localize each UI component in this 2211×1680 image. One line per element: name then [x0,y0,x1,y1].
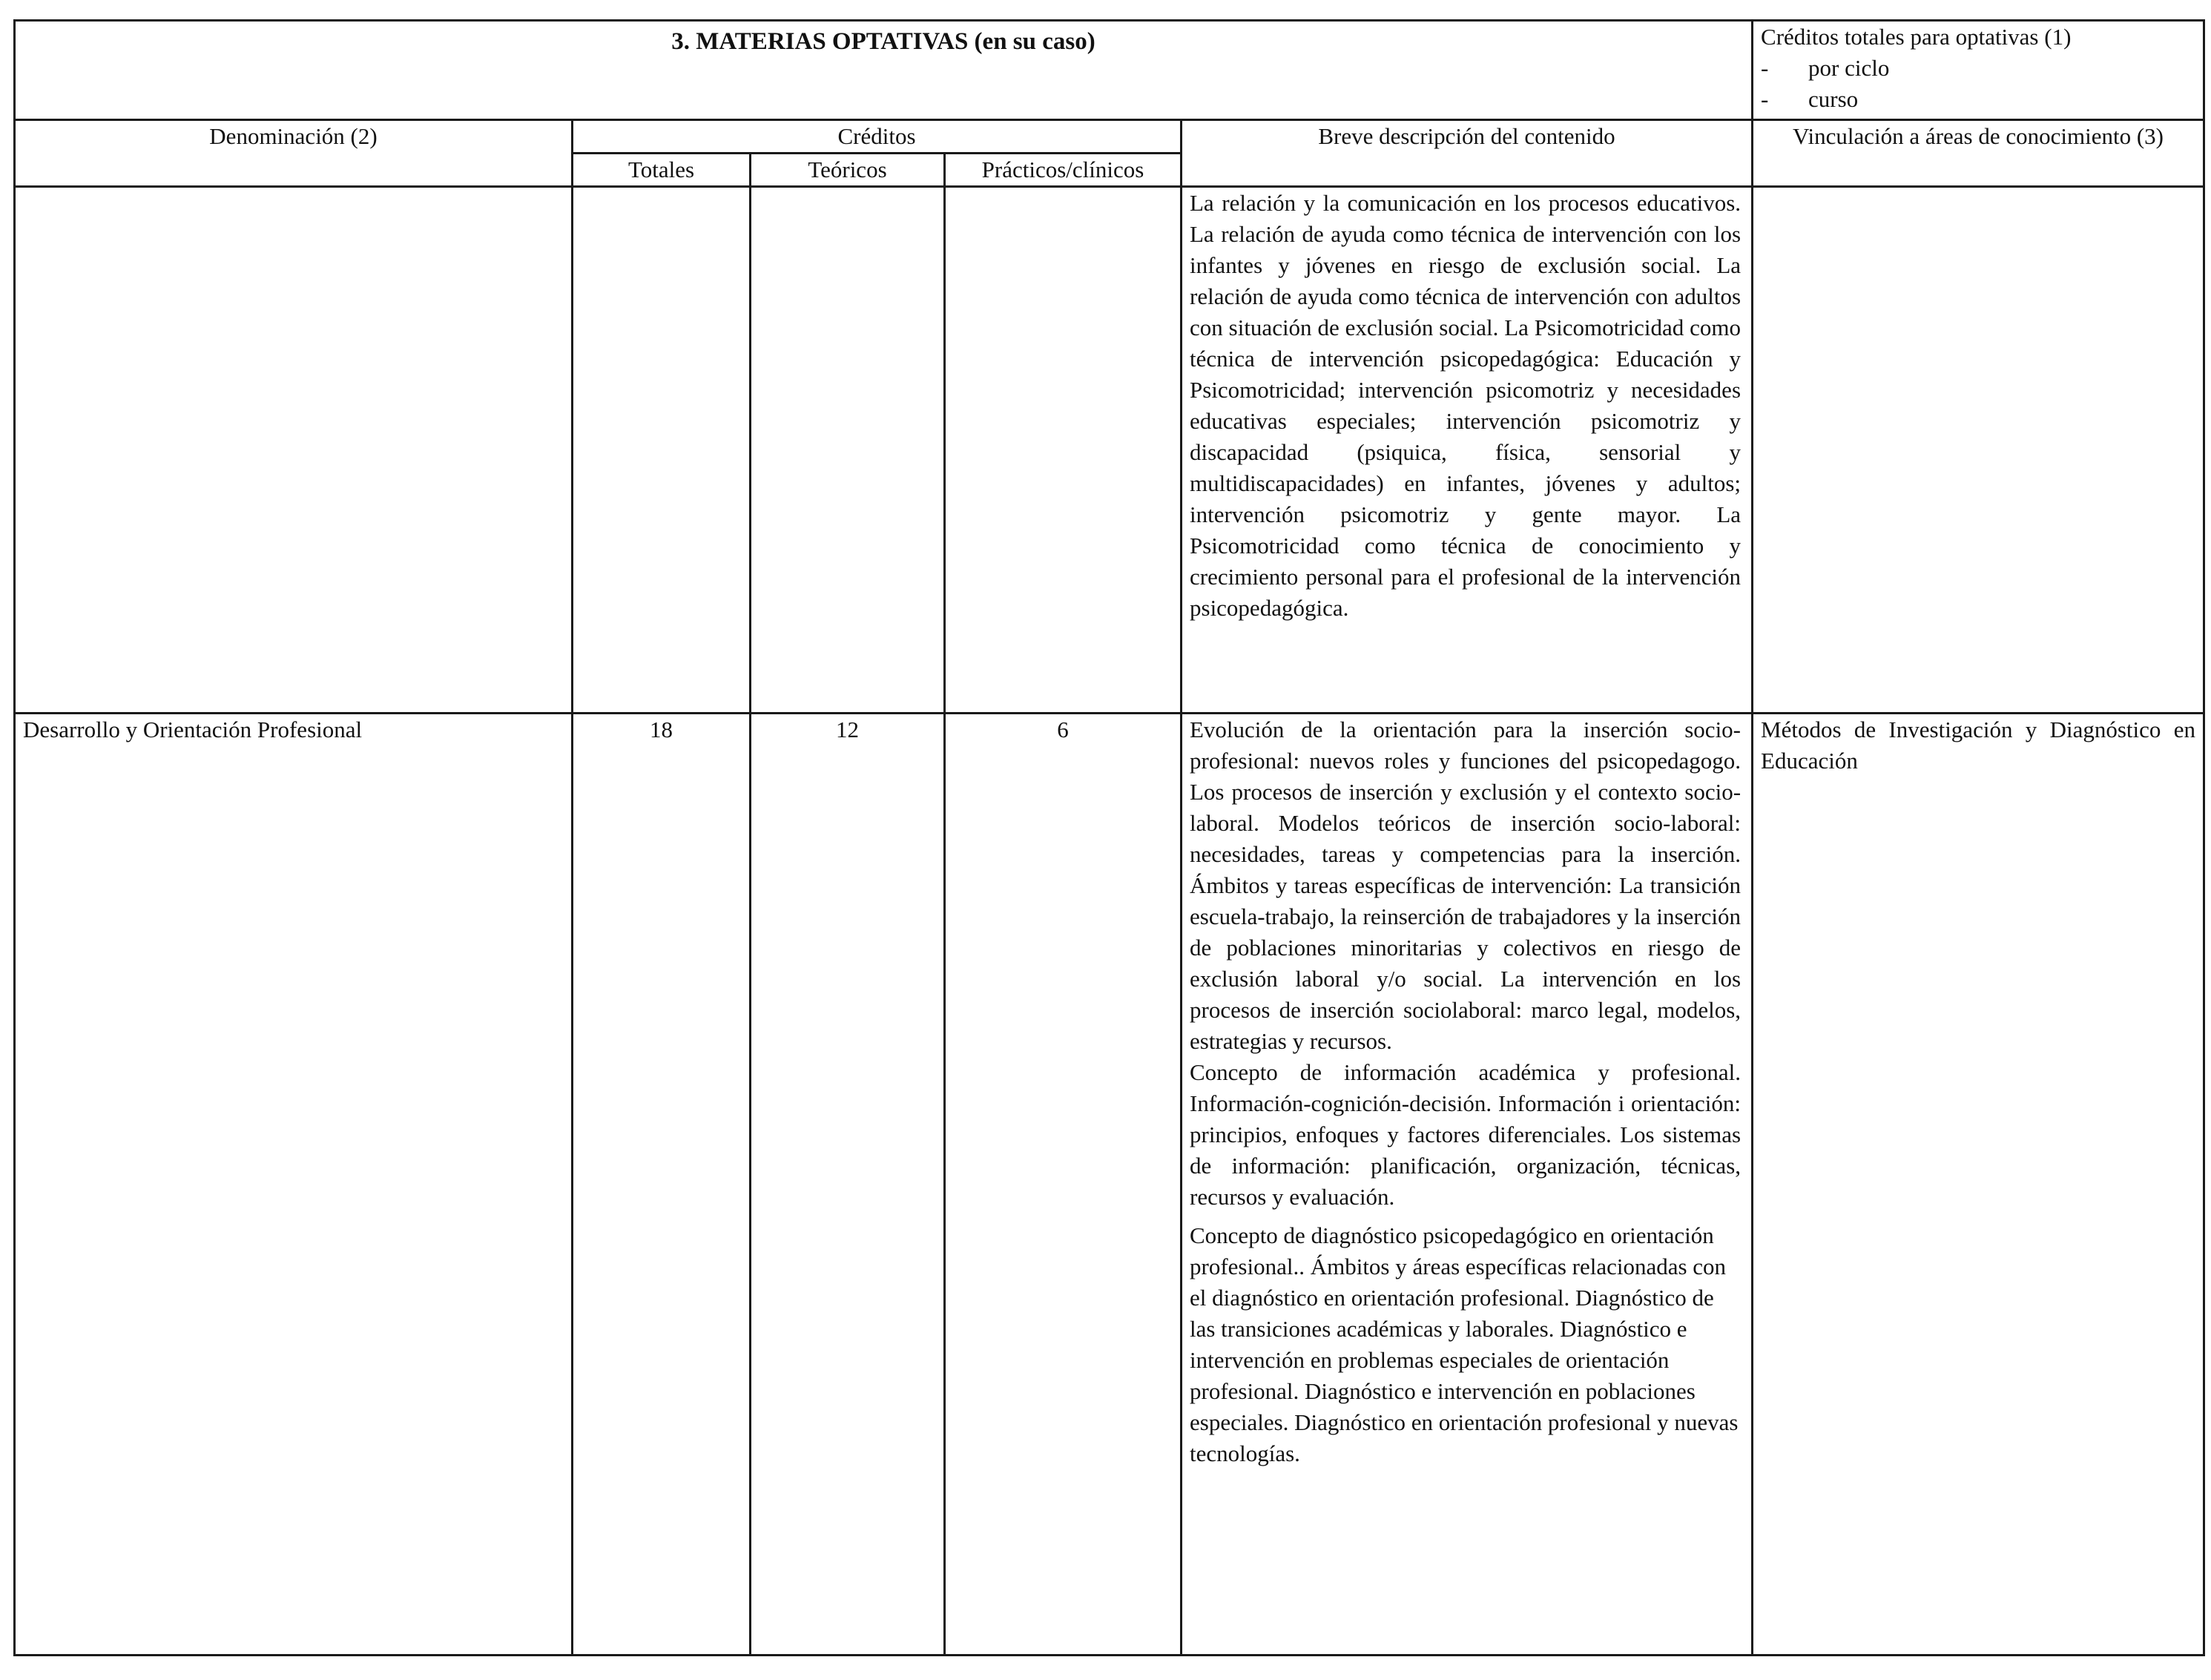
materia-name [15,187,573,714]
credits-practicos [945,187,1182,714]
credits-totales [573,187,751,714]
title-row [15,21,2204,120]
description-paragraph: La relación y la comunicación en los procesos educativos. La relación de ayuda como técnica de intervención con los infantes y jóvenes en riesgo de exclusión social. La relación de ayuda como técnica de intervención con adultos con situación de exclusión social. La Psicomotricidad como técnica de intervención psicopedagógica: Educación y Psicomotricidad; intervención psicomotriz y necesidades educativas especiales; intervención psicomotriz y discapacidad (psiquica, física, sensorial y multidiscapacidades) en infantes, jóvenes y adultos; intervención psicomotriz y gente mayor. La Psicomotricidad como técnica de conocimiento y crecimiento personal para el profesional de la intervención psicopedagógica. [1190,190,1742,621]
knowledge-area: Métodos de Investigación y Diagnóstico en Educación [1753,714,2204,1656]
section-title: 3. MATERIAS OPTATIVAS (en su caso) [15,21,1753,120]
col-header-descripcion: Breve descripción del contenido [1182,120,1753,187]
credits-total-item: - por ciclo [1761,55,1890,81]
col-header-creditos: Créditos [573,120,1182,154]
credits-totales: 18 [573,714,751,1656]
materias-optativas-table [13,19,2205,1656]
col-header-denominacion: Denominación (2) [15,120,573,187]
knowledge-area [1753,187,2204,714]
description-paragraph: Evolución de la orientación para la inserción socio-profesional: nuevos roles y funciones del psicopedagogo. Los procesos de inserción y exclusión y el contexto socio-laboral. Modelos teóricos de inserción socio-laboral: necesidades, tareas y competencias para la inserción. Ámbitos y tareas específicas de intervención: La transición escuela-trabajo, la reinserción de trabajadores y la inserción de poblaciones minoritarias y colectivos en riesgo de exclusión laboral y/o social. La intervención en los procesos de inserción sociolaboral: marco legal, modelos, estrategias y recursos. [1190,717,1742,1054]
credits-total-item: - curso [1761,86,1859,112]
col-header-vinculacion: Vinculación a áreas de conocimiento (3) [1753,120,2204,187]
description-paragraph: Concepto de diagnóstico psicopedagógico en orientación profesional.. Ámbitos y áreas específicas relacionadas con el diagnóstico en orientación profesional. Diagnóstico de las transiciones académicas y laborales. Diagnóstico e intervención en problemas especiales de orientación profesional. Diagnóstico e intervención en poblaciones especiales. Diagnóstico en orientación profesional y nuevas tecnologías. [1190,1222,1739,1466]
credits-total-label: Créditos totales para optativas (1) [1761,24,2072,50]
content-description [1182,187,1753,714]
materia-name: Desarrollo y Orientación Profesional [15,714,573,1656]
content-description [1182,714,1753,1656]
col-header-practicos: Prácticos/clínicos [945,154,1182,187]
credits-teoricos [751,187,945,714]
header-row [15,120,2204,154]
table-row [15,187,2204,714]
credits-teoricos: 12 [751,714,945,1656]
credits-total-cell [1753,21,2204,120]
description-paragraph: Concepto de información académica y profesional. Información-cognición-decisión. Información i orientación: principios, enfoques y factores diferenciales. Los sistemas de información: planificación, organización, técnicas, recursos y evaluación. [1190,1059,1742,1210]
table-row [15,714,2204,1656]
credits-practicos: 6 [945,714,1182,1656]
col-header-teoricos: Teóricos [751,154,945,187]
col-header-totales: Totales [573,154,751,187]
